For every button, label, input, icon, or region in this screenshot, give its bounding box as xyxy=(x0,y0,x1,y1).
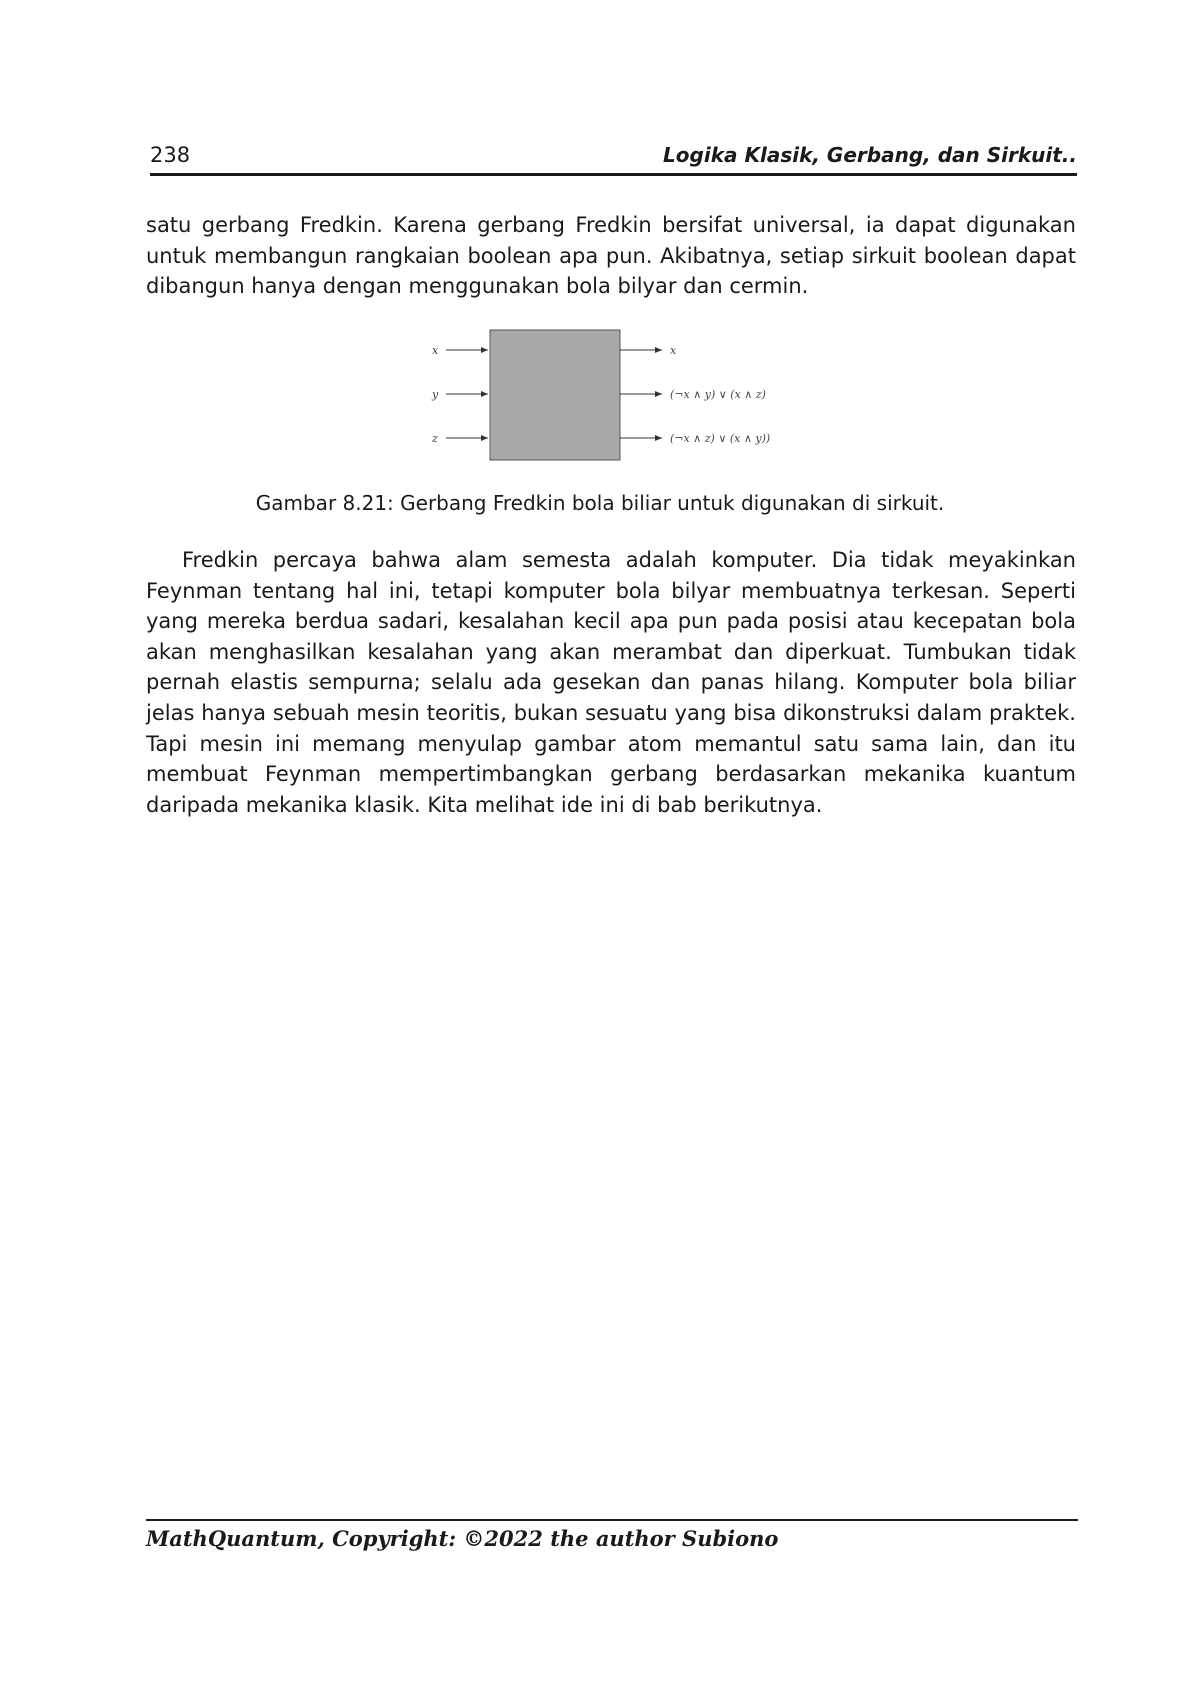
paragraph-2: Fredkin percaya bahwa alam semesta adalah komputer. Dia tidak meyakinkan Feynman tentang hal ini, tetapi komputer bola bilyar membuatnya terkesan. Seperti yang mereka berdua sadari, kesalahan kecil apa pun pada posisi atau kecepatan bola akan menghasilkan kesalahan yang akan merambat dan diperkuat. Tumbukan tidak pernah elastis sempurna; selalu ada gesekan dan panas hilang. Komputer bola biliar jelas hanya sebuah mesin teoritis, bukan sesuatu yang bisa dikonstruksi dalam praktek. Tapi mesin ini memang menyulap gambar atom memantul satu sama lain, dan itu membuat Feynman mempertimbangkan gerbang berdasarkan mekanika kuantum daripada mekanika klasik. Kita melihat ide ini di bab berikutnya. xyxy=(146,548,1076,817)
page-header xyxy=(150,143,1077,176)
footer-rule xyxy=(146,1519,1078,1521)
input-label-y: y xyxy=(432,388,439,401)
gate-box xyxy=(490,330,620,460)
running-title: Logika Klasik, Gerbang, dan Sirkuit.. xyxy=(663,143,1077,167)
figure-caption: Gambar 8.21: Gerbang Fredkin bola biliar untuk digunakan di sirkuit. xyxy=(255,491,945,515)
input-label-z: z xyxy=(432,432,438,445)
input-label-x: x xyxy=(432,344,439,357)
footer-copyright: MathQuantum, Copyright: ©2022 the author Subiono xyxy=(146,1526,779,1551)
output-label-2: (¬x ∧ y) ∨ (x ∧ z) xyxy=(670,388,766,401)
output-label-1: x xyxy=(670,344,677,357)
output-label-3: (¬x ∧ z) ∨ (x ∧ y)) xyxy=(670,432,771,445)
fredkin-gate-figure xyxy=(420,328,820,468)
fredkin-gate-diagram xyxy=(420,328,820,468)
page-number: 238 xyxy=(150,143,191,167)
paragraph-1: satu gerbang Fredkin. Karena gerbang Fredkin bersifat universal, ia dapat digunakan untuk membangun rangkaian boolean apa pun. Akibatnya, setiap sirkuit boolean dapat dibangun hanya dengan menggunakan bola bilyar dan cermin. xyxy=(146,213,1076,299)
